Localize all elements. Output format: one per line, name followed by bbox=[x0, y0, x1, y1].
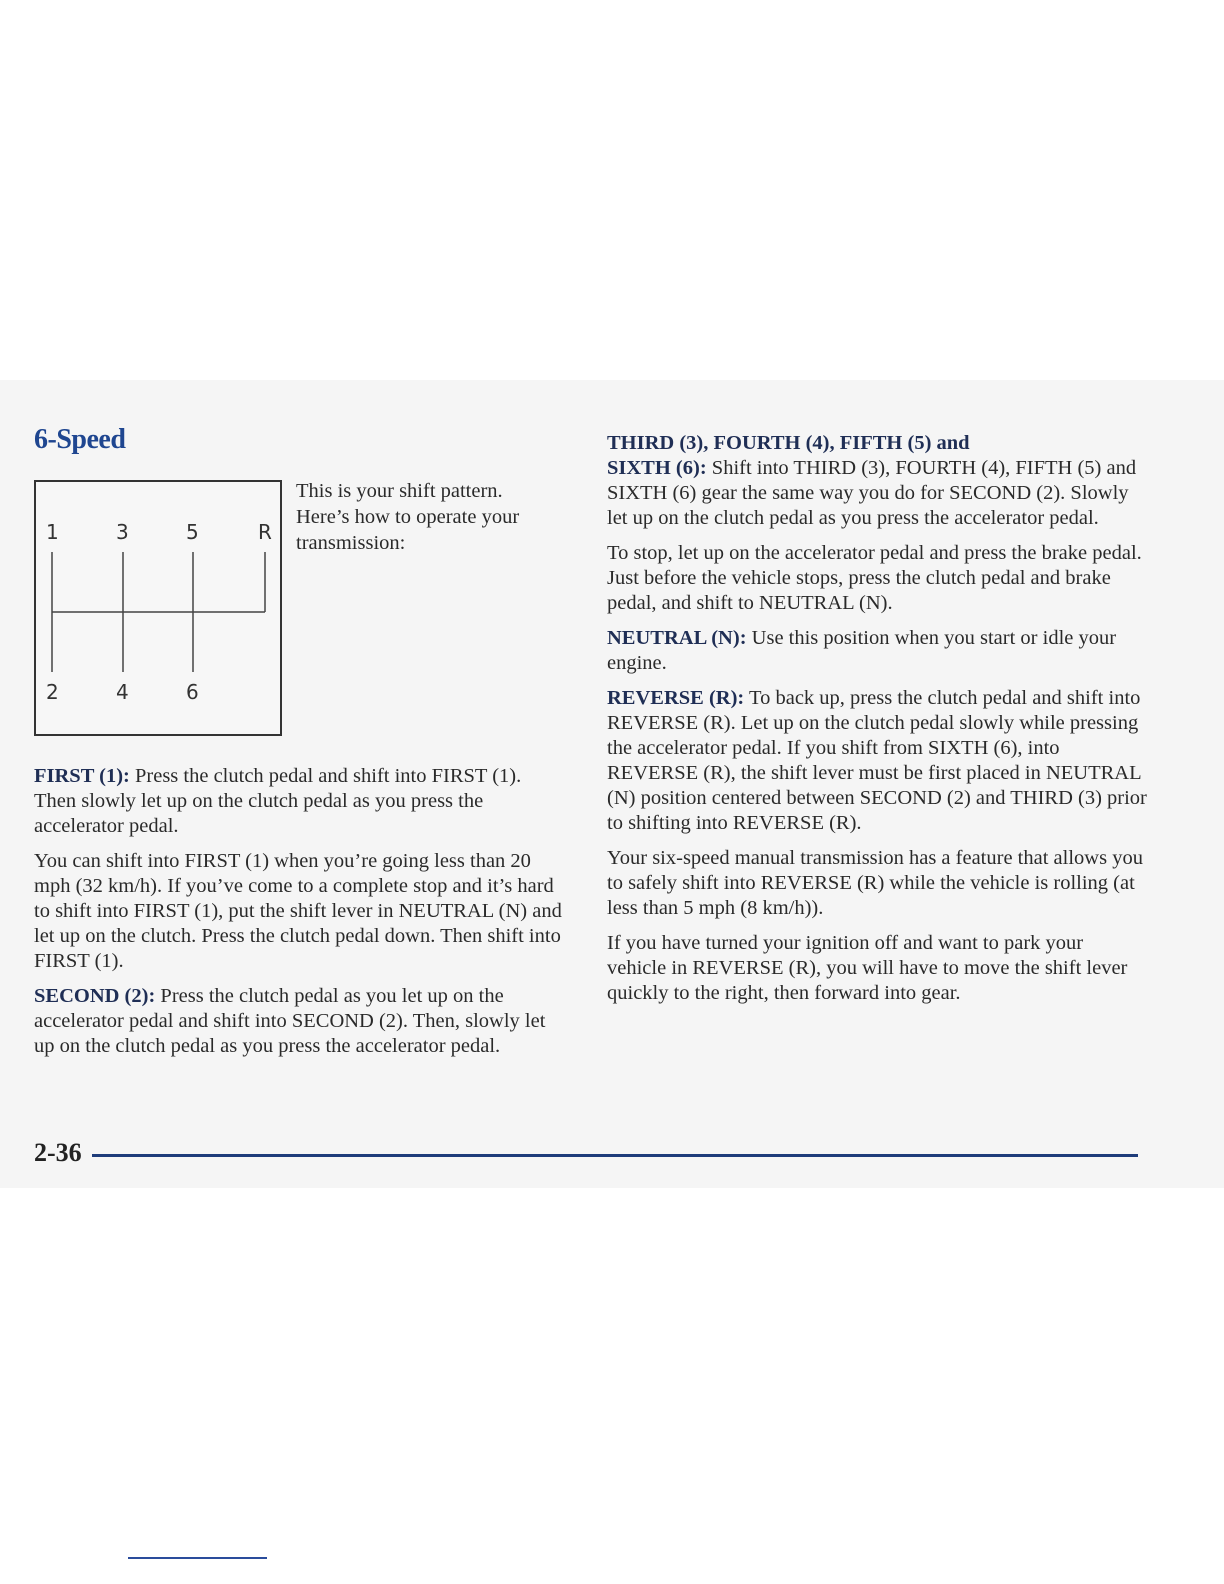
reverse-heading: REVERSE (R): bbox=[607, 687, 745, 709]
page-number: 2-36 bbox=[34, 1138, 82, 1167]
bottom-link-underline bbox=[128, 1557, 267, 1559]
gear-label-3: 3 bbox=[116, 520, 129, 544]
section-title: 6-Speed bbox=[34, 424, 126, 455]
gear-label-6: 6 bbox=[186, 680, 199, 704]
reverse-body: To back up, press the clutch pedal and shift into REVERSE (R). Let up on the clutch pedal slowly while pressing the accelerator pedal. If you shift from SIXTH (6), into REVERSE (R), the shift lever must be first placed in NEUTRAL (N) position centered between SECOND (2) and THIRD (3) prior to shifting into REVERSE (R). bbox=[607, 687, 1147, 834]
sixth-heading: SIXTH (6): bbox=[607, 457, 707, 479]
right-column bbox=[607, 430, 1147, 1016]
park-reverse-paragraph: If you have turned your ignition off and want to park your vehicle in REVERSE (R), you will have to move the shift lever quickly to the right, then forward into gear. bbox=[607, 932, 1128, 1004]
first-gear-paragraph bbox=[34, 764, 564, 839]
gear-label-2: 2 bbox=[46, 680, 59, 704]
gear-label-5: 5 bbox=[186, 520, 199, 544]
gear-label-1: 1 bbox=[46, 520, 59, 544]
gear-label-r: R bbox=[258, 520, 272, 544]
neutral-body: Use this position when you start or idle your engine. bbox=[607, 627, 1117, 674]
neutral-heading: NEUTRAL (N): bbox=[607, 627, 747, 649]
shift-pattern-diagram bbox=[34, 480, 282, 736]
first-gear-body: Press the clutch pedal and shift into FIRST (1). Then slowly let up on the clutch pedal as you press the accelerator pedal. bbox=[34, 765, 522, 837]
third-to-sixth-body: Shift into THIRD (3), FOURTH (4), FIFTH (5) and SIXTH (6) gear the same way you do for SECOND (2). Slowly let up on the clutch pedal as you press the accelerator pedal. bbox=[607, 457, 1137, 529]
second-gear-paragraph bbox=[34, 984, 564, 1059]
first-gear-note: You can shift into FIRST (1) when you’re going less than 20 mph (32 km/h). If you’ve come to a complete stop and it’s hard to shift into FIRST (1), put the shift lever in NEUTRAL (N) and let up on the clutch. Press the clutch pedal down. Then shift into FIRST (1). bbox=[34, 850, 562, 972]
reverse-paragraph bbox=[607, 686, 1147, 836]
third-to-sixth-heading: THIRD (3), FOURTH (4), FIFTH (5) and bbox=[607, 432, 970, 454]
second-gear-heading: SECOND (2): bbox=[34, 985, 156, 1007]
first-gear-heading: FIRST (1): bbox=[34, 765, 130, 787]
intro-text: This is your shift pattern. Here’s how to operate your transmission: bbox=[296, 480, 520, 554]
six-speed-feature-paragraph: Your six-speed manual transmission has a feature that allows you to safely shift into REVERSE (R) while the vehicle is rolling (at less than 5 mph (8 km/h)). bbox=[607, 847, 1143, 919]
footer-rule bbox=[92, 1154, 1138, 1157]
stop-paragraph: To stop, let up on the accelerator pedal and press the brake pedal. Just before the vehicle stops, press the clutch pedal and brake pedal, and shift to NEUTRAL (N). bbox=[607, 542, 1142, 614]
gear-label-4: 4 bbox=[116, 680, 129, 704]
left-column bbox=[34, 764, 564, 1069]
third-to-sixth-paragraph bbox=[607, 456, 1147, 531]
neutral-paragraph bbox=[607, 626, 1147, 676]
shift-pattern-lines bbox=[36, 482, 280, 734]
second-gear-body: Press the clutch pedal as you let up on the accelerator pedal and shift into SECOND (2). Then, slowly let up on the clutch pedal as you press the accelerator pedal. bbox=[34, 985, 546, 1057]
